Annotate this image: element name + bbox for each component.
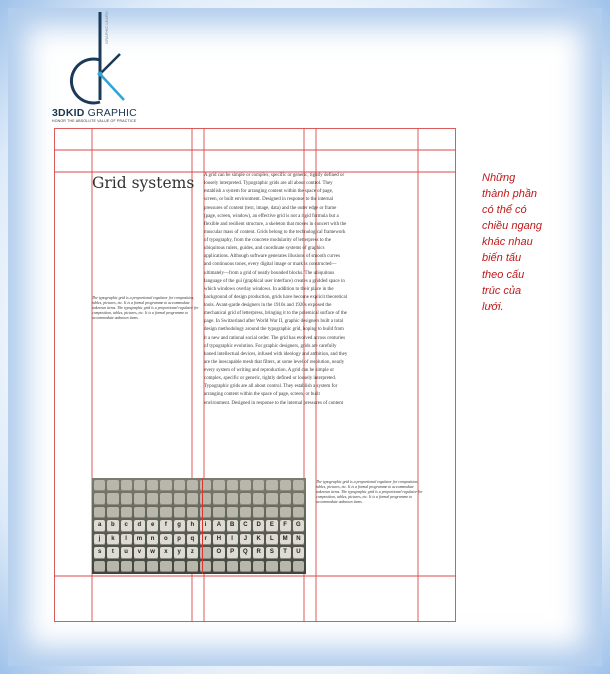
key <box>266 561 277 572</box>
body-line: screen, or built environment. Designed in response to the internal <box>204 197 334 203</box>
key <box>107 480 118 491</box>
key: r <box>200 534 211 545</box>
key: R <box>253 547 264 558</box>
note-line: có thể có <box>482 204 527 217</box>
annotation-note <box>482 170 592 315</box>
key <box>121 493 132 504</box>
key: t <box>107 547 118 558</box>
body-line: establish a system for arranging content within the space of page, <box>204 189 334 195</box>
key <box>134 507 145 518</box>
key: w <box>147 547 158 558</box>
key: F <box>280 520 291 531</box>
key: D <box>253 520 264 531</box>
body-line: and continuous tones, every digital image or mark is constructed— <box>204 262 337 268</box>
body-line: of typography, from the concrete modularity of letterpress to the <box>204 238 331 243</box>
brand-tagline: HONOR THE ABSOLUTE VALUE OF PRACTICE <box>52 119 137 123</box>
grid-page <box>54 128 456 622</box>
key <box>280 561 291 572</box>
body-line: pressures of content (text, image, data) and the outer edge or frame <box>204 205 337 211</box>
key <box>293 561 304 572</box>
key: l <box>121 534 132 545</box>
key <box>121 480 132 491</box>
body-line: background of design production, grids have become explicit theoretical <box>204 294 348 300</box>
key <box>213 507 224 518</box>
body-line: of typographic evolution. For graphic designers, grids are carefully <box>204 343 337 349</box>
body-line: page. In Switzerland after World War II, graphic designers built a total <box>204 319 344 325</box>
key <box>213 561 224 572</box>
key: u <box>121 547 132 558</box>
key: M <box>280 534 291 545</box>
body-line: complex, specific or generic, tightly defined or loosely interpreted. <box>204 376 337 382</box>
key: B <box>227 520 238 531</box>
key: x <box>160 547 171 558</box>
note-line: lưới. <box>482 300 504 313</box>
key: m <box>134 534 145 545</box>
key <box>187 493 198 504</box>
key: I <box>227 534 238 545</box>
key: N <box>293 534 304 545</box>
body-line: applications. Although software generates illusions of smooth curves <box>204 254 341 260</box>
key <box>227 561 238 572</box>
body-line: A grid can be simple or complex, specific or generic, tightly defined or <box>204 173 345 178</box>
key <box>253 561 264 572</box>
key <box>174 493 185 504</box>
key <box>227 507 238 518</box>
key <box>94 507 105 518</box>
key <box>240 507 251 518</box>
key: K <box>253 534 264 545</box>
key <box>147 480 158 491</box>
key <box>107 561 118 572</box>
page-title: Grid systems <box>92 174 195 192</box>
key <box>160 480 171 491</box>
key <box>293 507 304 518</box>
key <box>147 561 158 572</box>
key <box>160 507 171 518</box>
key <box>240 480 251 491</box>
key <box>121 561 132 572</box>
key <box>280 507 291 518</box>
note-line: trúc của <box>482 284 522 297</box>
key: z <box>187 547 198 558</box>
body-line: arranging content within the space of page, screen, or built <box>204 392 320 398</box>
key: o <box>160 534 171 545</box>
key <box>187 561 198 572</box>
note-line: chiều ngang <box>482 220 542 233</box>
key <box>293 480 304 491</box>
body-line: Typographic grids are all about control. They establish a system for <box>204 384 338 390</box>
key: g <box>174 520 185 531</box>
key <box>174 507 185 518</box>
key <box>227 493 238 504</box>
body-line: are the inescapable mesh that filters, at some level of resolution, nearly <box>204 359 345 365</box>
brand-name-rest: GRAPHIC <box>84 107 137 119</box>
body-line: ubiquitous rulers, guides, and coordinate systems of graphics <box>204 246 325 252</box>
key: a <box>94 520 105 531</box>
key: A <box>213 520 224 531</box>
key: T <box>280 547 291 558</box>
key: s <box>94 547 105 558</box>
key: i <box>200 520 211 531</box>
body-line: mechanical grid of letterpress, bringing it to the polemical surface of the <box>204 311 347 317</box>
key <box>240 561 251 572</box>
key: C <box>240 520 251 531</box>
note-line: thành phần <box>482 188 538 201</box>
key: G <box>293 520 304 531</box>
body-line: muscular mass of content. Grids belong to the technological framework <box>204 229 346 235</box>
key <box>94 561 105 572</box>
key: h <box>187 520 198 531</box>
key <box>160 561 171 572</box>
body-line: loosely interpreted. Typographic grids are all about control. They <box>204 181 333 187</box>
key <box>266 507 277 518</box>
key: n <box>147 534 158 545</box>
key <box>147 507 158 518</box>
logo-side-text: GRAPHIC LEARN <box>104 11 109 44</box>
key <box>240 493 251 504</box>
key <box>253 480 264 491</box>
key: E <box>266 520 277 531</box>
key <box>266 480 277 491</box>
key <box>280 480 291 491</box>
body-line: it a new and rational social order. The grid has evolved across centuries <box>204 335 345 341</box>
key: S <box>266 547 277 558</box>
key <box>94 493 105 504</box>
key <box>253 507 264 518</box>
key: q <box>187 534 198 545</box>
body-line: tools. Avant-garde designers in the 1910s and 1920s exposed the <box>204 303 332 308</box>
key: p <box>174 534 185 545</box>
body-line: language of the gui (graphical user interface) creates a gridded space in <box>204 278 345 284</box>
key <box>107 507 118 518</box>
key: O <box>213 547 224 558</box>
key: k <box>107 534 118 545</box>
key <box>107 493 118 504</box>
key <box>147 493 158 504</box>
typewriter-keys-photo <box>92 478 306 574</box>
body-line: environment. Designed in response to the internal pressures of content <box>204 400 344 406</box>
key: L <box>266 534 277 545</box>
note-line: Những <box>482 172 516 184</box>
body-line: which windows overlay windows. In addition to their place in the <box>204 286 334 292</box>
key <box>253 493 264 504</box>
body-text <box>204 172 420 408</box>
key: Q <box>240 547 251 558</box>
key <box>134 561 145 572</box>
key: f <box>160 520 171 531</box>
key <box>174 480 185 491</box>
key: U <box>293 547 304 558</box>
key <box>266 493 277 504</box>
caption-left: The typographic grid is a proportional regulator for composition, tables, pictures, etc. It is a formal programme to accommodate unknown items. The typographic grid is a proportional regulator for composition, tables, pictures, etc. It is a formal programme to accommodate unknown items. <box>92 296 199 321</box>
key: e <box>147 520 158 531</box>
key <box>187 480 198 491</box>
key <box>160 493 171 504</box>
key: j <box>94 534 105 545</box>
key: P <box>227 547 238 558</box>
brand-name-bold: 3DKID <box>52 107 85 119</box>
key: J <box>240 534 251 545</box>
photo-grid-line <box>202 478 203 574</box>
key <box>94 480 105 491</box>
body-line: flexible and resilient structure, a skeleton that moves in concert with the <box>204 221 347 227</box>
body-line: ultimately—from a grid of neatly bounded blocks. The ubiquitous <box>204 270 335 276</box>
body-line: every system of writing and reproduction. A grid can be simple or <box>204 368 334 373</box>
key: H <box>213 534 224 545</box>
caption-right: The typographic grid is a proportional regulator for composition, tables, pictures, etc. It is a formal programme to accommodate unknown items. The typographic grid is a proportional regulator for composition, tables, pictures, etc. It is a formal programme to accommodate unknown items. <box>316 480 423 505</box>
note-line: theo cấu <box>482 268 525 281</box>
body-line: honed intellectual devices, infused with ideology and ambition, and they <box>204 351 348 357</box>
key <box>134 493 145 504</box>
brand-name <box>52 107 137 119</box>
key <box>293 493 304 504</box>
key <box>174 561 185 572</box>
note-line: biến tấu <box>482 252 522 265</box>
key: d <box>134 520 145 531</box>
key: y <box>174 547 185 558</box>
body-line: design methodology around the typographic grid, hoping to build from <box>204 327 344 333</box>
key <box>280 493 291 504</box>
note-line: khác nhau <box>482 236 533 249</box>
key: c <box>121 520 132 531</box>
key: b <box>107 520 118 531</box>
key <box>187 507 198 518</box>
key <box>121 507 132 518</box>
body-line: (page, screen, window), an effective grid is not a rigid formula but a <box>204 213 339 219</box>
key <box>213 493 224 504</box>
key <box>213 480 224 491</box>
key <box>227 480 238 491</box>
key <box>134 480 145 491</box>
key: v <box>134 547 145 558</box>
key-grid <box>92 478 306 574</box>
